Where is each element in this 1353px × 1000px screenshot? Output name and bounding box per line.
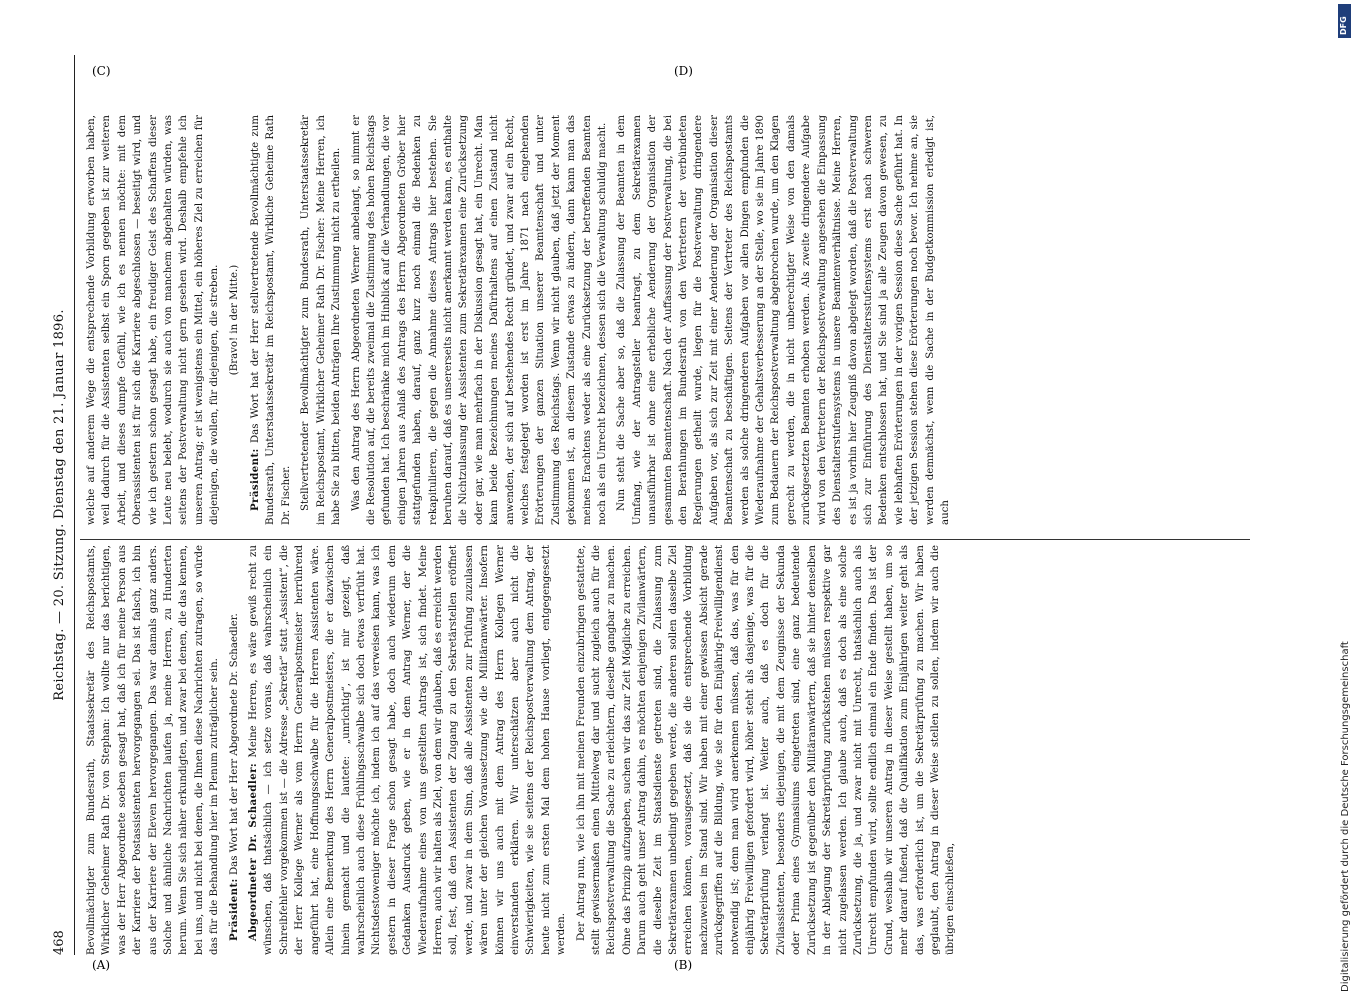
dfg-logo <box>1338 4 1351 38</box>
applause-note: (Bravo! in der Mitte.) <box>228 264 240 376</box>
dfg-logo-text: DFG <box>1339 16 1348 35</box>
right-paragraph-1: welche auf anderem Wege die entsprechende Vorbildung erworben haben, weil dadurch für die Assistenten selbst ein Sporn gegeben ist zur weiteren Arbeit, und dieses dumpfe Gefühl, wie ich es nennen möchte: mit dem Oberassistenten ist für sich die Karriere abgeschlossen — beseitigt wird, und wie ich gestern schon gesagt habe, ein freudiger Geist des Schaffens dieser Leute neu belebt, wodurch sie auch von manchem abgehalten würden, was seitens der Postverwaltung nicht gern gesehen wird. Deshalb empfehle ich unseren Antrag; er ist wenigstens ein Mittel, ein höheres Ziel zu erreichen für diejenigen, die wollen, für diejenigen, die streben. <box>86 115 221 525</box>
margin-letter-a: (A) <box>92 958 111 972</box>
right-paragraph-5: Nun steht die Sache aber so, daß die Zulassung der Beamten in dem Umfang, wie der Antragsteller beantragt, zu dem Sekretärexamen unausführbar ist ohne eine erhebliche Aenderung der Organisation der gesammten Beamtenschaft. Nach der Auffassung der Postverwaltung, die bei den Berathungen im Bundesrath von den Vertretern der verbündeten Regierungen getheilt wurde, liegen für die Postverwaltung dringendere Aufgaben vor, als sich zur Zeit mit einer Aenderung der Organisation dieser Beamtenschaft zu beschäftigen. Seitens der Vertreter des Reichspostamts werden als solche dringenderen Aufgaben vor allen Dingen empfunden die Wiederaufnahme der Gehaltsverbesserung an der Stelle, wo sie im Jahre 1890 zum Bedauern der Reichspostverwaltung abgebrochen wurde, um den Klagen gerecht zu werden, die in nicht unberechtigter Weise von den damals zurückgesetzten Beamten erhoben werden. Als zweite dringendere Aufgabe wird von den Vertretern der Reichspostverwaltung angesehen die Einpassung des Dienstalterstufensystems in unsere Beamtenverhältnisse. Meine Herren, es ist ja vorhin hier Zeugniß davon abgelegt worden, daß die Postverwaltung sich zur Einführung des Dienstaltersstufensystems erst nach schweren Bedenken entschlossen hat, und Sie sind ja alle Zeugen davon gewesen, zu wie lebhaften Erörterungen in der vorigen Session diese Sache geführt hat. In der jetzigen Session stehen diese Erörterungen noch bevor. Ich nehme an, sie werden demnächst, wenn die Sache in der Budgetkommission erledigt ist, auch <box>616 115 951 525</box>
page-number: 468 <box>52 930 67 955</box>
president-label: Präsident: <box>227 878 240 941</box>
left-speaker-paragraph <box>246 545 570 955</box>
right-paragraph-4: Was den Antrag des Herrn Abgeordneten Werner anbelangt, so nimmt er die Resolution auf, die bereits zweimal die Zustimmung des hohen Reichstags gefunden hat. Ich beschränke mich im Hinblick auf die Verhandlungen, die vor einigen Jahren aus Anlaß des Antrags des Herrn Abgeordneten Gröber hier stattgefunden haben, darauf, ganz kurz noch einmal die Bedenken zu rekapitulieren, die gegen die Annahme dieses Antrags hier bestehen. Sie beruhen darauf, daß es unsererseits nicht anerkannt werden kann, es enthalte die Nichtzulassung der Assistenten zum Sekretärexamen eine Zurücksetzung oder gar, wie man mehrfach in der Diskussion gesagt hat, ein Unrecht. Man kann beide Bezeichnungen meines Dafürhaltens auf einen Zustand nicht anwenden, der sich auf bestehendes Recht gründet, und zwar auf ein Recht, welches festgelegt worden ist erst im Jahre 1871 nach eingehenden Erörterungen der ganzen Situation unserer Beamtenschaft und unter Zustimmung des Reichstags. Wenn wir nicht glauben, daß jetzt der Moment gekommen ist, an diesem Zustande etwas zu ändern, dann kann man das meines Erachtens weder als eine Zurücksetzung der betreffenden Beamten noch als ein Unrecht bezeichnen, dessen sich die Verwaltung schuldig macht. <box>350 115 608 525</box>
running-header <box>50 55 72 955</box>
speaker-label: Abgeordneter Dr. Schaedler: <box>247 762 260 941</box>
header-title: Reichstag. — 20. Sitzung. Dienstag den 21. Januar 1896. <box>52 309 67 701</box>
document-sheet <box>50 15 1315 995</box>
left-paragraph-2: Das Wort hat der Herr Abgeordnete Dr. Schaedler. <box>228 613 240 876</box>
right-paragraph-2: Das Wort hat der Herr stellvertretende Bevollmächtigte zum Bundesrath, Unterstaatssekretär im Reichspostamt, Wirkliche Geheime Rath Dr. Fischer. <box>250 115 292 525</box>
margin-letter-c: (C) <box>92 64 111 78</box>
right-president-line <box>248 115 294 525</box>
left-president-line <box>227 545 242 955</box>
right-column <box>84 115 957 525</box>
right-paragraph-3: Stellvertretender Bevollmächtigter zum Bundesrath, Unterstaatssekretär im Reichspostamt, Wirklicher Geheimer Rath Dr. Fischer: Meine Herren, ich habe Sie zu bitten, beiden Anträgen Ihre Zustimmung nicht zu ertheilen. <box>300 115 343 525</box>
credit-text: Digitalisierung gefördert durch die Deutsche Forschungsgemeinschaft <box>1340 641 1351 992</box>
left-paragraph-1: Bevollmächtigter zum Bundesrath, Staatssekretär des Reichspostamts, Wirklicher Geheimer Rath Dr. von Stephan: Ich wollte nur das berichtigen, was der Herr Abgeordnete soeben gesagt hat, daß ich für meine Person aus der Karriere der Postassistenten hervorgegangen sei. Das ist falsch, ich bin aus der Karriere der Eleven hervorgegangen. Das war damals ganz anders. Solche und ähnliche Nachrichten laufen ja, meine Herren, zu Hunderten herum. Wenn Sie sich näher erkundigten, und zwar bei denen, die das kennen, bei uns, und nicht bei denen, die Ihnen diese Nachrichten zutragen, so würde das für die Behandlung hier im Plenum zuträglicher sein. <box>86 545 221 955</box>
header-rule <box>74 55 75 955</box>
margin-letter-d: (D) <box>674 64 693 78</box>
left-column <box>84 545 963 955</box>
column-divider <box>80 539 1250 540</box>
margin-letter-b: (B) <box>674 958 693 972</box>
left-paragraph-4: Der Antrag nun, wie ich ihn mit meinen Freunden einzubringen gestattete, stellt gewissermaßen einen Mittelweg dar und sucht zugleich auch für die Reichspostverwaltung die Sache zu erleichtern, dieselbe gangbar zu machen. Ohne das Prinzip aufzugeben, suchen wir das zur Zeit Mögliche zu erreichen. Darum auch geht unser Antrag dahin, es möchten denjenigen Zivilanwärtern, die dieselbe Zeit im Staatsdienste getreten sind, die Zulassung zum Sekretärexamen unbedingt gegeben werde, die anderen sollen dasselbe Ziel erreichen können, vorausgesetzt, daß sie die entsprechende Vorbildung nachzuweisen im Stand sind. Wir haben mit einer gewissen Absicht gerade zurückgegriffen auf die Bildung, wie sie für den Einjährig-Freiwilligendienst notwendig ist; denn man wird anerkennen müssen, daß das, was für den einjährig Freiwilligen gefordert wird, höher steht als dasjenige, was für die Sekretärprüfung verlangt ist. Weiter auch, daß es doch für die Zivilassistenten, besonders diejenigen, die mit dem Zeugnisse der Sekunda oder Prima eines Gymnasiums eingetreten sind, eine ganz bedeutende Zurücksetzung ist gegenüber den Militäranwärtern, daß sie hinter denselben in der Ablegung der Sekretärprüfung zurückstehen müssen respektive gar nicht zugelassen werden. Ich glaube auch, daß es doch als eine solche Zurücksetzung, die ja, und zwar nicht mit Unrecht, thatsächlich auch als Unrecht empfunden wird, sollte endlich einmal ein Ende finden. Das ist der Grund, weshalb wir unseren Antrag in dieser Weise gestellt haben, um so mehr darauf fußend, daß die Qualifikation zum Einjährigen weiter geht als das, was erforderlich ist, um die Sekretärprüfung zu machen. Wir haben geglaubt, den Antrag in dieser Weise stellen zu sollen, indem wir auch die übrigen einschließen, <box>575 545 957 955</box>
president-label: Präsident: <box>249 448 262 511</box>
digitization-credit <box>1318 0 1353 1000</box>
left-paragraph-3: Meine Herren, es wäre gewiß recht zu wünschen, daß thatsächlich — ich setze voraus, daß wahrscheinlich ein Schreibfehler vorgekommen ist — die Adresse „Sekretär“ statt „Assistent“, die der Herr Kollege Werner als vom Herrn Generalpostmeister herrührend angeführt hat, eine Hoffnungsschwalbe für die Herren Assistenten wäre. Allein eine Bemerkung des Herrn Generalpostmeisters, die er dazwischen hinein gemacht und die lautete: „unrichtig“, ist mir gezeigt, daß wahrscheinlich auch diese Frühlingsschwalbe sich doch etwas verfrüht hat. Nichtsdestoweniger möchte ich, indem ich auf das verweisen kann, was ich gestern in dieser Frage schon gesagt habe, doch auch wiederum dem Gedanken Ausdruck geben, wie er in dem Antrag Werner, der die Wiederaufnahme eines von uns gestellten Antrags ist, sich findet. Meine Herren, auch wir halten als Ziel, von dem wir glauben, daß es erreicht werden soll, fest, daß den Assistenten der Zugang zu den Sekretärstellen eröffnet werde, und zwar in dem Sinn, daß alle Assistenten zur Prüfung zuzulassen wären unter der gleichen Voraussetzung wie die Militäranwärter. Insofern können wir uns auch mit dem Antrag des Herrn Kollegen Werner einverstanden erklären. Wir unterschätzen aber auch nicht die Schwierigkeiten, wie sie seitens der Reichspostverwaltung dem Antrag, der heute nicht zum ersten Mal dem hohen Hause vorliegt, entgegengesetzt werden. <box>248 545 568 955</box>
